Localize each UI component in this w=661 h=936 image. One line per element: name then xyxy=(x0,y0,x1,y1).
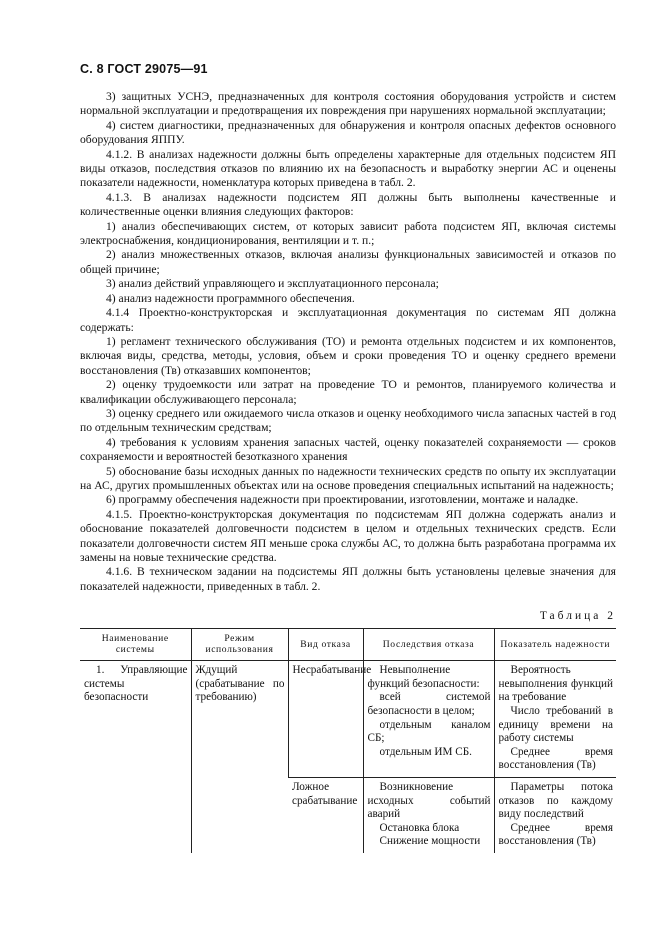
page-header: С. 8 ГОСТ 29075—91 xyxy=(80,62,208,76)
paragraph: 4.1.5. Проектно-конструкторская документация по подсистемам ЯП должна содержать анализ и обоснование показателей долговечности подсистем в целом и отдельных технических средств. Если показатели долговечности систем ЯП меньше срока службы АС, то должна быть разработана программа их замены на новые технические средства. xyxy=(80,507,616,564)
table-caption: Таблица 2 xyxy=(539,610,616,623)
column-header: Наименование системы xyxy=(80,629,191,661)
paragraph: 5) обоснование базы исходных данных по надежности технических средств по опыту их эксплуатации на АС, других промышленных объектах или на основе проведения специальных испытаний на надежность; xyxy=(80,464,616,492)
failure-type: Несрабатывание xyxy=(292,664,372,677)
paragraph: 4.1.4 Проектно-конструкторская и эксплуатационная документация по системам ЯП должна содержать: xyxy=(80,306,616,334)
indicators-cell xyxy=(494,661,616,778)
paragraph: 4.1.6. В техническом задании на подсистемы ЯП должны быть установлены целевые значения для показателей надежности, приведенных в табл. 2. xyxy=(80,565,616,593)
table-row xyxy=(80,661,616,778)
consequences-cell xyxy=(363,777,494,852)
document-page xyxy=(80,62,616,853)
paragraph: 4) систем диагностики, предназначенных для обнаружения и контроля опасных дефектов основного оборудования ЯППУ. xyxy=(80,118,616,147)
indicator-item: Среднее время восстановления (Тв) xyxy=(498,821,613,848)
consequence-item: отдельным каналом СБ; xyxy=(367,718,491,745)
paragraph: 3) анализ действий управляющего и эксплуатационного персонала; xyxy=(106,277,439,291)
paragraph: 3) защитных УСНЭ, предназначенных для контроля состояния оборудования устройств и систем нормальной эксплуатации и предотвращения их повреждения при нарушениях нормальной эксплуатации; xyxy=(80,90,616,118)
consequence-item: всей системой безопасности в целом; xyxy=(367,691,491,717)
column-header: Режим использования xyxy=(191,629,288,661)
paragraph: 2) анализ множественных отказов, включая анализы функциональных зависимостей и отказов по общей причине; xyxy=(80,248,616,276)
column-header: Последствия отказа xyxy=(363,629,494,661)
paragraph: 2) оценку трудоемкости или затрат на проведение ТО и ремонтов, планируемого количества и квалификации обслуживающего персонала; xyxy=(80,378,616,406)
body-text xyxy=(80,90,616,594)
paragraph: 4) анализ надежности программного обеспечения. xyxy=(106,291,355,305)
table-header-row xyxy=(80,629,616,661)
indicator-item: Среднее время восстановления (Тв) xyxy=(498,745,613,772)
failure-cell xyxy=(288,777,363,852)
paragraph: 1) регламент технического обслуживания (ТО) и ремонта отдельных подсистем и их компонентов, включая виды, средства, методы, условия, объем и сроки проведения ТО и оценку среднего времени восстановления (Тв) отказавших компонентов; xyxy=(80,334,616,377)
indicator-item: Число требований в единицу времени на работу системы xyxy=(498,705,613,745)
mode-cell xyxy=(191,661,288,853)
failure-type: Ложное срабатывание xyxy=(292,780,358,807)
mode-text: Ждущий (срабатывание по требованию) xyxy=(195,664,285,704)
consequences-cell xyxy=(363,661,494,778)
indicator-item: Параметры потока отказов по каждому виду последствий xyxy=(498,780,613,821)
column-header: Показатель надежности xyxy=(494,629,616,661)
system-cell xyxy=(80,661,191,853)
indicator-item: Вероятность невыполнения функций на требование xyxy=(498,664,613,704)
column-header: Вид отказа xyxy=(288,629,363,661)
paragraph: 4.1.2. В анализах надежности должны быть определены характерные для отдельных подсистем ЯП виды отказов, последствия отказов по влиянию их на безопасность и выработку энергии АС и оценены показатели надежности, номенклатура которых приведена в табл. 2. xyxy=(80,147,616,190)
paragraph: 4.1.3. В анализах надежности подсистем ЯП должны быть выполнены качественные и количественные оценки влияния следующих факторов: xyxy=(80,190,616,219)
paragraph: 6) программу обеспечения надежности при проектировании, изготовлении, монтаже и наладке. xyxy=(106,493,579,507)
consequence-item: Снижение мощности xyxy=(379,835,481,848)
consequence-item: Остановка блока xyxy=(379,821,460,834)
indicators-cell xyxy=(494,777,616,852)
consequence-item: Возникновение исходных событий аварий xyxy=(367,780,491,821)
consequence-item: Невыполнение функций безопасности: xyxy=(367,664,480,690)
failure-cell xyxy=(288,661,372,778)
paragraph: 3) оценку среднего или ожидаемого числа отказов и оценку необходимого числа запасных частей в год по отдельным техническим средствам; xyxy=(80,406,616,435)
consequence-item: отдельным ИМ СБ. xyxy=(379,745,472,758)
paragraph: 4) требования к условиям хранения запасных частей, оценку показателей сохраняемости — сроков сохраняемости и вероятностей безотказного хранения xyxy=(80,435,616,464)
paragraph: 1) анализ обеспечивающих систем, от которых зависит работа подсистем ЯП, включая системы электроснабжения, кондиционирования, вентиляции и т. п.; xyxy=(80,219,616,248)
system-name: 1. Управляющие системы безопасности xyxy=(84,664,188,704)
reliability-table xyxy=(80,628,616,853)
